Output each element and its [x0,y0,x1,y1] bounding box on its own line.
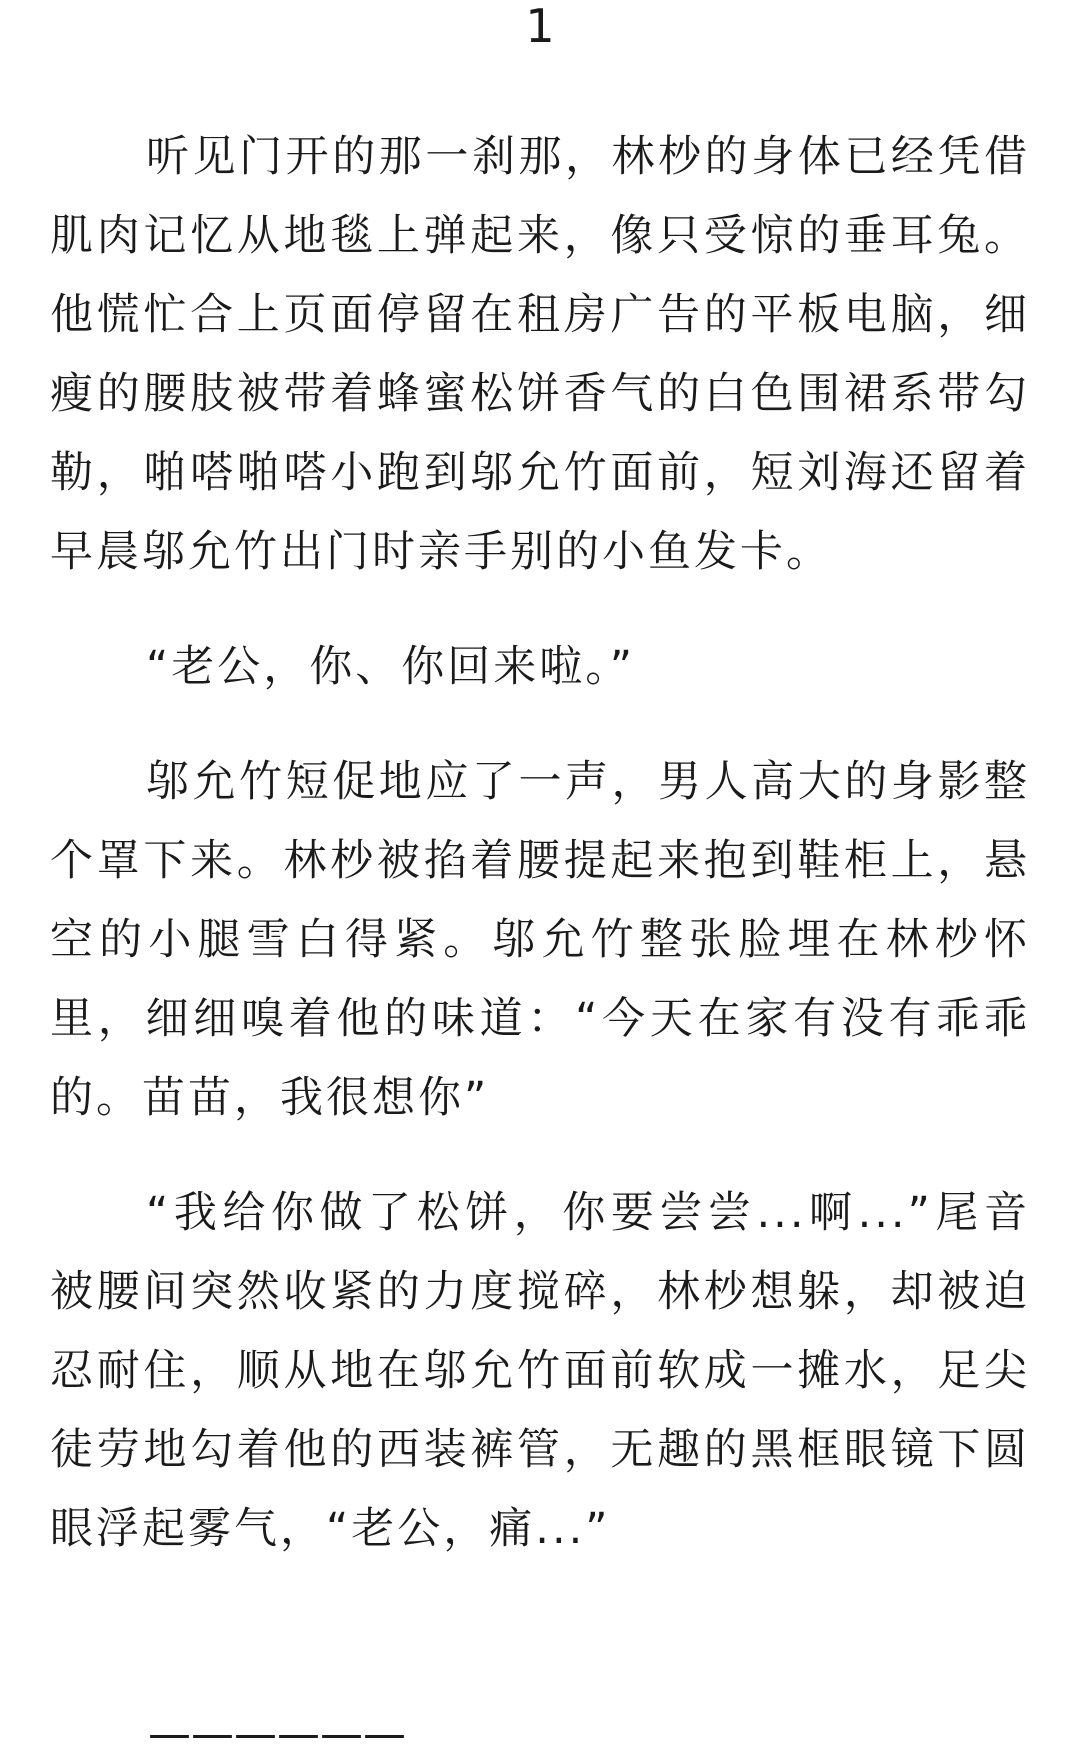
text-body [50,118,1030,1605]
page-number: 1 [525,0,555,53]
paragraph: 邬允竹短促地应了一声，男人高大的身影整个罩下来。林杪被掐着腰提起来抱到鞋柜上，悬空的小腿雪白得紧。邬允竹整张脸埋在林杪怀里，细细嗅着他的味道：“今天在家有没有乖乖的。苗苗，我很想你” [50,757,1030,1123]
paragraph: “我给你做了松饼，你要尝尝...啊...”尾音被腰间突然收紧的力度搅碎，林杪想躲，却被迫忍耐住，顺从地在邬允竹面前软成一摊水，足尖徒劳地勾着他的西装裤管，无趣的黑框眼镜下圆眼浮起雾气，“老公，痛...” [50,1188,1030,1554]
section-separator: —————— [148,1709,406,1759]
paragraph: 听见门开的那一刹那，林杪的身体已经凭借肌肉记忆从地毯上弹起来，像只受惊的垂耳兔。他慌忙合上页面停留在租房广告的平板电脑，细瘦的腰肢被带着蜂蜜松饼香气的白色围裙系带勾勒，啪嗒啪嗒小跑到邬允竹面前，短刘海还留着早晨邬允竹出门时亲手别的小鱼发卡。 [50,132,1030,577]
paragraph: “老公，你、你回来啦。” [146,642,636,692]
